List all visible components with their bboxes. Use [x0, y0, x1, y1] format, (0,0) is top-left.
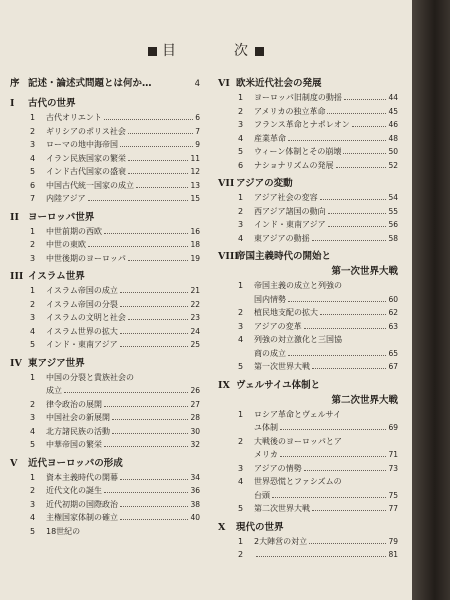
- leader-dots: [112, 419, 188, 420]
- entry-number: 4: [30, 426, 36, 436]
- entry-title: イラン民族国家の繁栄: [46, 153, 126, 163]
- entry-title: ギリシアのポリス社会: [46, 126, 126, 136]
- section-title: アジアの変動: [236, 178, 293, 189]
- entry-title-continued: 商の成立: [254, 348, 286, 358]
- toc-entry: [10, 484, 200, 498]
- entry-title: 中華帝国の繁栄: [46, 440, 102, 449]
- section-title: 古代の世界: [28, 98, 76, 109]
- entry-number: 3: [30, 413, 36, 422]
- entry-title: アジア社会の変容: [254, 193, 318, 202]
- section-heading: [10, 76, 200, 92]
- leader-dots: [344, 99, 387, 100]
- entry-number: 3: [30, 253, 36, 263]
- toc-entry: [218, 360, 398, 374]
- toc-entry: [218, 232, 398, 246]
- entry-number: 1: [30, 372, 36, 382]
- entry-page-number: 7: [195, 126, 200, 136]
- entry-page-number: 18: [190, 240, 200, 249]
- entry-title: 主権国家体制の確立: [46, 513, 118, 522]
- entry-number: 5: [30, 167, 36, 176]
- toc-section: [218, 76, 398, 172]
- entry-title: 2大陣営の対立: [254, 536, 308, 546]
- toc-entry: [10, 225, 200, 239]
- entry-title: 中世後期のヨーロッパ: [46, 253, 126, 263]
- leader-dots: [343, 153, 386, 154]
- entry-page-number: 25: [190, 340, 200, 349]
- entry-number: 1: [238, 281, 244, 290]
- toc-right-column: [218, 76, 398, 566]
- entry-title: ウィーン体制とその崩壊: [254, 147, 342, 156]
- entry-number: 6: [30, 180, 36, 190]
- leader-dots: [128, 173, 188, 174]
- entry-number: 3: [30, 313, 36, 322]
- entry-title: ローマの地中海帝国: [46, 140, 118, 149]
- entry-title: 列強の対立激化と三国協: [254, 335, 342, 344]
- toc-entry: [218, 205, 398, 219]
- entry-page-number: 46: [388, 120, 398, 129]
- entry-title: イスラム帝国の分裂: [46, 299, 118, 309]
- entry-title: 律令政治の展開: [46, 399, 102, 409]
- entry-page-number: 30: [190, 426, 200, 436]
- section-subtitle: 第二次世界大戦: [331, 394, 398, 406]
- entry-title: 18世紀の: [46, 526, 81, 536]
- entry-title-continued: メリカ: [254, 450, 278, 459]
- entry-page-number: 60: [388, 294, 398, 304]
- section-number: V: [10, 457, 18, 469]
- leader-dots: [88, 246, 188, 247]
- leader-dots: [104, 406, 188, 407]
- leader-dots: [312, 510, 386, 511]
- entry-number: 4: [238, 133, 244, 143]
- toc-entry: [10, 425, 200, 439]
- entry-number: 5: [30, 526, 36, 536]
- leader-dots: [120, 479, 188, 480]
- leader-dots: [304, 470, 387, 471]
- section-heading: [218, 176, 398, 191]
- entry-number: 1: [30, 226, 36, 236]
- entry-title: 資本主義時代の開幕: [46, 472, 118, 482]
- section-number: IX: [218, 379, 230, 391]
- entry-page-number: 38: [190, 499, 200, 509]
- entry-title: 古代オリエント: [46, 113, 102, 122]
- toc-entry: [10, 498, 200, 512]
- section-title: 近代ヨーロッパの形成: [28, 457, 123, 469]
- entry-page-number: 73: [388, 463, 398, 473]
- entry-title-continued: 成立: [46, 386, 62, 395]
- section-title: 記述・論述式問題とは何か…: [28, 78, 152, 89]
- toc-entry: [218, 462, 398, 476]
- leader-dots: [120, 346, 189, 347]
- toc-entry: [218, 535, 398, 549]
- entry-page-number: 45: [388, 106, 398, 116]
- entry-page-number: 11: [190, 153, 200, 163]
- section-number: VIII: [218, 251, 239, 262]
- entry-page-number: 16: [190, 226, 200, 236]
- toc-entry: [218, 118, 398, 132]
- leader-dots: [312, 368, 386, 369]
- section-heading: [10, 456, 200, 471]
- section-number: X: [218, 521, 226, 533]
- toc-entry: [218, 502, 398, 516]
- square-ornament-icon: [148, 47, 157, 56]
- leader-dots: [88, 200, 189, 201]
- page-title: 目 次: [0, 40, 412, 60]
- entry-number: 2: [238, 106, 244, 116]
- entry-title: ロシア革命とヴェルサイ: [254, 409, 342, 419]
- entry-title: イスラム世界の拡大: [46, 326, 118, 336]
- entry-title: アジアの情勢: [254, 463, 302, 473]
- leader-dots: [328, 226, 387, 227]
- entry-page-number: 50: [388, 147, 398, 156]
- toc-entry-continued: [218, 448, 398, 462]
- entry-page-number: 27: [190, 399, 200, 409]
- toc-entry: [10, 111, 200, 125]
- entry-title: アジアの変革: [254, 321, 302, 331]
- leader-dots: [104, 492, 188, 493]
- entry-page-number: 63: [388, 321, 398, 331]
- toc-entry-continued: [10, 384, 200, 398]
- entry-title: 近代初期の国際政治: [46, 499, 118, 509]
- leader-dots: [327, 113, 386, 114]
- leader-dots: [256, 556, 386, 557]
- section-title: イスラム世界: [28, 271, 85, 282]
- entry-title: 西アジア諸国の動向: [254, 206, 326, 216]
- entry-number: 5: [238, 362, 244, 371]
- leader-dots: [128, 260, 189, 261]
- leader-dots: [280, 456, 387, 457]
- section-heading: [10, 96, 200, 111]
- toc-entry: [10, 284, 200, 298]
- entry-page-number: 55: [388, 206, 398, 216]
- toc-section: [10, 210, 200, 266]
- section-number: VII: [218, 178, 235, 189]
- entry-title: 内陸アジア: [46, 194, 86, 203]
- section-number: IV: [10, 357, 22, 369]
- entry-number: 1: [30, 113, 36, 122]
- leader-dots: [288, 140, 386, 141]
- toc-entry: [218, 320, 398, 334]
- toc-entry: [218, 132, 398, 146]
- section-subtitle: 第一次世界大戦: [331, 266, 398, 277]
- entry-page-number: 69: [388, 423, 398, 432]
- entry-number: 1: [238, 193, 244, 202]
- entry-number: 7: [30, 194, 36, 203]
- leader-dots: [312, 240, 387, 241]
- entry-title: 植民地支配の拡大: [254, 308, 318, 317]
- section-heading: [218, 249, 398, 264]
- toc-entry: [10, 371, 200, 385]
- entry-title-continued: 国内情勢: [254, 294, 286, 304]
- leader-dots: [104, 446, 188, 447]
- entry-title: 中国の分裂と貴族社会の: [46, 372, 134, 382]
- toc-section: [10, 96, 200, 206]
- entry-page-number: 48: [388, 133, 398, 143]
- section-number: 序: [10, 78, 20, 89]
- entry-page-number: 40: [190, 513, 200, 522]
- toc-entry: [218, 475, 398, 489]
- section-title: 東アジア世界: [28, 357, 85, 369]
- toc-entry-continued: [218, 421, 398, 435]
- toc-entry: [218, 548, 398, 562]
- section-title: ヴェルサイユ体制と: [236, 379, 321, 391]
- leader-dots: [120, 146, 193, 147]
- entry-page-number: 44: [388, 93, 398, 102]
- toc-entry: [218, 306, 398, 320]
- toc-entry: [10, 165, 200, 179]
- entry-page-number: 71: [388, 450, 398, 459]
- toc-entry: [218, 218, 398, 232]
- toc-section: [10, 269, 200, 352]
- toc-entry: [218, 279, 398, 293]
- toc-entry-continued: [218, 489, 398, 503]
- entry-page-number: 81: [388, 550, 398, 559]
- toc-entry: [10, 525, 200, 539]
- section-title: 現代の世界: [236, 521, 284, 533]
- entry-title: 産業革命: [254, 133, 286, 143]
- entry-title: アメリカの独立革命: [254, 106, 326, 116]
- entry-number: 2: [30, 299, 36, 309]
- entry-title: インド古代国家の盛衰: [46, 167, 126, 176]
- entry-page-number: 77: [388, 504, 398, 513]
- toc-entry: [10, 511, 200, 525]
- entry-number: 2: [238, 436, 244, 446]
- entry-number: 1: [238, 409, 244, 419]
- section-heading: [10, 356, 200, 371]
- entry-title-continued: ユ体制: [254, 423, 278, 432]
- entry-title: 中世の東欧: [46, 240, 86, 249]
- section-heading: [10, 269, 200, 284]
- entry-title: 大戦後のヨーロッパとア: [254, 436, 342, 446]
- entry-title: 世界恐慌とファシズムの: [254, 477, 342, 486]
- leader-dots: [352, 126, 387, 127]
- entry-number: 3: [238, 321, 244, 331]
- entry-page-number: 62: [388, 308, 398, 317]
- entry-number: 6: [238, 160, 244, 170]
- toc-entry-continued: [218, 293, 398, 307]
- entry-title: フランス革命とナポレオン: [254, 120, 350, 129]
- entry-title: 中世前期の西欧: [46, 226, 102, 236]
- section-heading: [218, 76, 398, 91]
- entry-number: 4: [238, 233, 244, 243]
- entry-title: 第二次世界大戦: [254, 504, 310, 513]
- entry-number: 4: [30, 153, 36, 163]
- toc-entry: [10, 179, 200, 193]
- section-number: III: [10, 271, 24, 282]
- toc-section: [10, 456, 200, 539]
- leader-dots: [128, 319, 189, 320]
- leader-dots: [288, 301, 386, 302]
- entry-title: イスラム帝国の成立: [46, 286, 118, 295]
- toc-entry: [10, 311, 200, 325]
- entry-number: 5: [238, 147, 244, 156]
- entry-number: 3: [238, 220, 244, 229]
- entry-page-number: 32: [190, 440, 200, 449]
- leader-dots: [320, 314, 386, 315]
- toc-entry: [218, 159, 398, 173]
- entry-title: 東アジアの動揺: [254, 233, 310, 243]
- toc-section: [218, 176, 398, 245]
- entry-number: 5: [30, 440, 36, 449]
- entry-number: 2: [30, 126, 36, 136]
- leader-dots: [136, 187, 188, 188]
- entry-page-number: 34: [190, 472, 200, 482]
- toc-section: [218, 520, 398, 562]
- toc-entry: [218, 191, 398, 205]
- entry-page-number: 21: [190, 286, 200, 295]
- entry-page-number: 26: [190, 386, 200, 395]
- entry-title: インド・東南アジア: [254, 220, 326, 229]
- leader-dots: [120, 292, 189, 293]
- entry-title: ナショナリズムの発展: [254, 160, 334, 170]
- toc-entry: [10, 125, 200, 139]
- section-heading: [10, 210, 200, 225]
- section-heading: [218, 520, 398, 535]
- entry-page-number: 65: [388, 348, 398, 358]
- entry-title: 中国古代統一国家の成立: [46, 180, 134, 190]
- toc-entry: [10, 192, 200, 206]
- entry-title: 中国社会の新展開: [46, 413, 110, 422]
- entry-number: 4: [238, 477, 244, 486]
- leader-dots: [128, 133, 193, 134]
- entry-page-number: 75: [388, 490, 398, 500]
- entry-title: インド・東南アジア: [46, 340, 118, 349]
- toc-section: [218, 378, 398, 516]
- entry-number: 4: [30, 326, 36, 336]
- toc-entry-continued: [218, 347, 398, 361]
- toc-entry: [10, 325, 200, 339]
- toc-entry: [10, 471, 200, 485]
- entry-number: 2: [30, 240, 36, 249]
- leader-dots: [120, 306, 189, 307]
- entry-page-number: 58: [388, 233, 398, 243]
- toc-entry: [218, 91, 398, 105]
- leader-dots: [309, 543, 386, 544]
- toc-entry: [218, 145, 398, 159]
- entry-number: 2: [238, 550, 244, 559]
- entry-page-number: 6: [195, 113, 200, 122]
- leader-dots: [128, 160, 188, 161]
- leader-dots: [272, 497, 386, 498]
- toc-entry: [218, 408, 398, 422]
- section-title: 帝国主義時代の開始と: [236, 251, 332, 262]
- toc-entry: [10, 152, 200, 166]
- entry-number: 1: [238, 93, 244, 102]
- entry-number: 1: [238, 536, 244, 546]
- toc-entry: [10, 411, 200, 425]
- entry-title: 北方諸民族の活動: [46, 426, 110, 436]
- entry-number: 3: [238, 120, 244, 129]
- toc-entry: [10, 138, 200, 152]
- entry-number: 2: [30, 399, 36, 409]
- entry-number: 2: [238, 206, 244, 216]
- leader-dots: [120, 506, 188, 507]
- entry-page-number: 23: [190, 313, 200, 322]
- entry-page-number: 28: [190, 413, 200, 422]
- toc-section: [218, 249, 398, 374]
- entry-page-number: 56: [388, 220, 398, 229]
- toc-entry: [218, 105, 398, 119]
- entry-title: 帝国主義の成立と列強の: [254, 281, 342, 290]
- entry-page-number: 13: [190, 180, 200, 190]
- entry-page-number: 36: [190, 486, 200, 495]
- leader-dots: [328, 213, 387, 214]
- entry-page-number: 19: [190, 253, 200, 263]
- section-number: II: [10, 211, 19, 223]
- toc-entry: [10, 338, 200, 352]
- leader-dots: [288, 355, 386, 356]
- entry-number: 3: [30, 140, 36, 149]
- entry-number: 3: [30, 499, 36, 509]
- toc-entry: [218, 435, 398, 449]
- entry-number: 1: [30, 472, 36, 482]
- toc-entry: [10, 238, 200, 252]
- entry-number: 4: [238, 335, 244, 344]
- entry-number: 2: [238, 308, 244, 317]
- toc-entry: [10, 298, 200, 312]
- leader-dots: [104, 233, 188, 234]
- toc-section: [10, 356, 200, 452]
- entry-page-number: 15: [190, 194, 200, 203]
- section-title: 欧米近代社会の発展: [236, 78, 322, 89]
- section-title: ヨーロッパ世界: [28, 211, 95, 223]
- entry-page-number: 22: [190, 299, 200, 309]
- entry-page-number: 52: [388, 160, 398, 170]
- entry-number: 5: [238, 504, 244, 513]
- leader-dots: [304, 328, 387, 329]
- entry-number: 3: [238, 463, 244, 473]
- section-page-number: 4: [194, 79, 200, 89]
- section-number: VI: [218, 78, 230, 89]
- entry-page-number: 54: [388, 193, 398, 202]
- leader-dots: [336, 167, 387, 168]
- entry-page-number: 24: [190, 326, 200, 336]
- section-heading: [218, 378, 398, 393]
- entry-number: 5: [30, 340, 36, 349]
- leader-dots: [112, 433, 188, 434]
- entry-title: イスラムの文明と社会: [46, 313, 126, 322]
- entry-page-number: 79: [388, 536, 398, 546]
- entry-title: ヨーロッパ旧制度の動揺: [254, 93, 342, 102]
- toc-entry: [10, 398, 200, 412]
- leader-dots: [120, 519, 188, 520]
- entry-number: 2: [30, 486, 36, 495]
- section-number: I: [10, 98, 15, 109]
- toc-left-column: [10, 76, 200, 542]
- toc-entry: [10, 252, 200, 266]
- leader-dots: [120, 333, 189, 334]
- leader-dots: [64, 392, 188, 393]
- entry-title: 近代文化の誕生: [46, 486, 102, 495]
- square-ornament-icon: [255, 47, 264, 56]
- entry-title: 第一次世界大戦: [254, 362, 310, 371]
- entry-page-number: 67: [388, 362, 398, 371]
- leader-dots: [280, 429, 386, 430]
- leader-dots: [104, 119, 193, 120]
- entry-page-number: 12: [190, 167, 200, 176]
- entry-page-number: 9: [195, 140, 200, 149]
- toc-section: [10, 76, 200, 92]
- entry-number: 4: [30, 513, 36, 522]
- entry-title-continued: 台頭: [254, 490, 270, 500]
- leader-dots: [320, 199, 387, 200]
- toc-entry: [218, 333, 398, 347]
- toc-entry: [10, 438, 200, 452]
- page-edge-shadow: [412, 0, 450, 600]
- entry-number: 1: [30, 286, 36, 295]
